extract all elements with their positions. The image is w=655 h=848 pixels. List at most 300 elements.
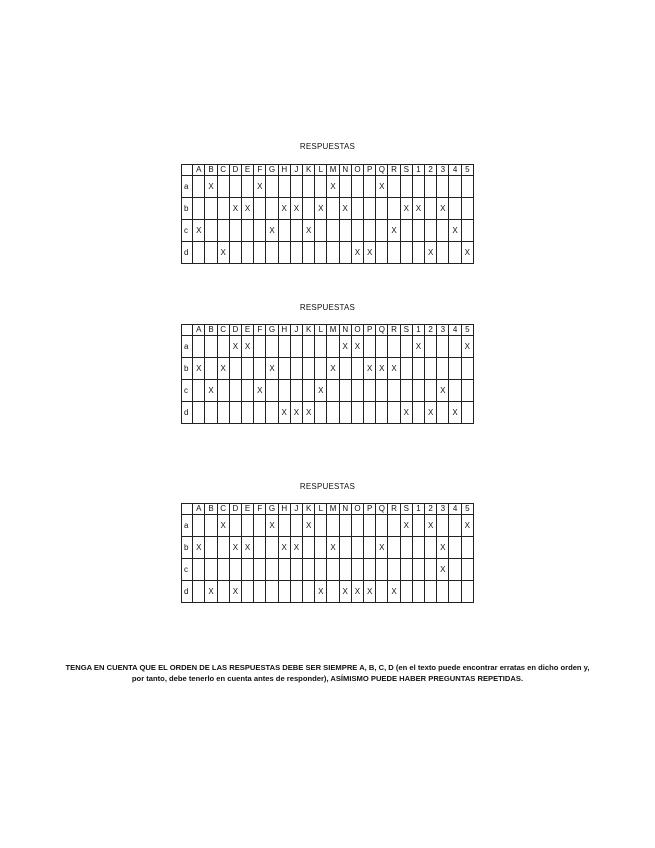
answer-table bbox=[181, 324, 474, 424]
answer-cell bbox=[242, 380, 254, 402]
answer-mark: X bbox=[339, 581, 351, 603]
answer-cell bbox=[315, 336, 327, 358]
answer-cell bbox=[461, 176, 473, 198]
answer-cell bbox=[242, 176, 254, 198]
column-header: M bbox=[327, 504, 339, 515]
answer-cell bbox=[339, 537, 351, 559]
answer-cell bbox=[339, 402, 351, 424]
answer-cell bbox=[412, 559, 424, 581]
answer-cell bbox=[461, 198, 473, 220]
answer-cell bbox=[351, 402, 363, 424]
answer-mark: X bbox=[327, 176, 339, 198]
column-header: O bbox=[351, 504, 363, 515]
column-header: C bbox=[217, 504, 229, 515]
column-header: C bbox=[217, 325, 229, 336]
answer-mark: X bbox=[327, 358, 339, 380]
answer-cell bbox=[266, 176, 278, 198]
answer-cell bbox=[205, 358, 217, 380]
answer-cell bbox=[339, 380, 351, 402]
answer-cell bbox=[278, 336, 290, 358]
answer-cell bbox=[388, 515, 400, 537]
answer-cell bbox=[278, 380, 290, 402]
answer-cell bbox=[315, 220, 327, 242]
column-header: F bbox=[254, 165, 266, 176]
column-header: H bbox=[278, 504, 290, 515]
answer-cell bbox=[242, 358, 254, 380]
answer-cell bbox=[278, 176, 290, 198]
answer-mark: X bbox=[327, 537, 339, 559]
answer-cell bbox=[315, 176, 327, 198]
answer-cell bbox=[437, 220, 449, 242]
answer-cell bbox=[254, 402, 266, 424]
answer-cell bbox=[229, 559, 241, 581]
answer-cell bbox=[278, 515, 290, 537]
answer-mark: X bbox=[254, 176, 266, 198]
answer-cell bbox=[217, 559, 229, 581]
answer-cell bbox=[400, 336, 412, 358]
answer-cell bbox=[205, 559, 217, 581]
answer-cell bbox=[217, 336, 229, 358]
answer-cell bbox=[315, 402, 327, 424]
answer-mark: X bbox=[229, 537, 241, 559]
answer-mark: X bbox=[315, 581, 327, 603]
answer-cell bbox=[193, 581, 205, 603]
answer-mark: X bbox=[376, 358, 388, 380]
answer-mark: X bbox=[400, 402, 412, 424]
answer-cell bbox=[217, 220, 229, 242]
answer-cell bbox=[254, 537, 266, 559]
answer-mark: X bbox=[351, 242, 363, 264]
answer-cell bbox=[461, 380, 473, 402]
column-header: O bbox=[351, 325, 363, 336]
answer-mark: X bbox=[193, 220, 205, 242]
answer-cell bbox=[254, 515, 266, 537]
answer-cell bbox=[400, 537, 412, 559]
answer-cell bbox=[327, 198, 339, 220]
column-header: A bbox=[193, 325, 205, 336]
answer-mark: X bbox=[229, 198, 241, 220]
answer-mark: X bbox=[437, 537, 449, 559]
answer-cell bbox=[449, 581, 461, 603]
answer-cell bbox=[400, 176, 412, 198]
answer-cell bbox=[351, 537, 363, 559]
answer-row bbox=[182, 380, 474, 402]
column-header: H bbox=[278, 325, 290, 336]
answer-cell bbox=[266, 242, 278, 264]
answer-cell bbox=[449, 358, 461, 380]
answer-cell bbox=[290, 559, 302, 581]
answer-cell bbox=[290, 358, 302, 380]
answer-table bbox=[181, 503, 474, 603]
answer-cell bbox=[364, 220, 376, 242]
answer-mark: X bbox=[425, 515, 437, 537]
column-header: 5 bbox=[461, 165, 473, 176]
answer-cell bbox=[461, 537, 473, 559]
answer-cell bbox=[437, 402, 449, 424]
answer-mark: X bbox=[388, 358, 400, 380]
answer-cell bbox=[388, 402, 400, 424]
answer-cell bbox=[327, 581, 339, 603]
column-header: S bbox=[400, 325, 412, 336]
answer-cell bbox=[290, 380, 302, 402]
answer-cell bbox=[327, 559, 339, 581]
answer-cell bbox=[290, 581, 302, 603]
answer-row bbox=[182, 358, 474, 380]
column-header: 1 bbox=[412, 504, 424, 515]
answer-cell bbox=[425, 220, 437, 242]
answer-cell bbox=[290, 242, 302, 264]
column-header: R bbox=[388, 504, 400, 515]
answer-cell bbox=[303, 176, 315, 198]
answer-cell bbox=[351, 380, 363, 402]
answer-mark: X bbox=[217, 515, 229, 537]
answer-cell bbox=[242, 559, 254, 581]
column-header: E bbox=[242, 504, 254, 515]
answer-mark: X bbox=[205, 176, 217, 198]
answer-cell bbox=[303, 198, 315, 220]
answer-table-title: RESPUESTAS bbox=[299, 303, 356, 312]
column-header: B bbox=[205, 504, 217, 515]
answer-cell bbox=[388, 176, 400, 198]
answer-cell bbox=[278, 220, 290, 242]
answer-cell bbox=[266, 559, 278, 581]
answer-cell bbox=[327, 336, 339, 358]
answer-cell bbox=[339, 220, 351, 242]
column-header: 2 bbox=[425, 165, 437, 176]
answer-row bbox=[182, 402, 474, 424]
answer-cell bbox=[303, 581, 315, 603]
row-label: c bbox=[182, 220, 193, 242]
answer-cell bbox=[193, 336, 205, 358]
answer-cell bbox=[278, 358, 290, 380]
answer-cell bbox=[351, 515, 363, 537]
column-header: F bbox=[254, 325, 266, 336]
answer-cell bbox=[254, 581, 266, 603]
column-header: Q bbox=[376, 325, 388, 336]
answer-cell bbox=[461, 402, 473, 424]
answer-mark: X bbox=[425, 242, 437, 264]
answer-cell bbox=[412, 242, 424, 264]
answer-cell bbox=[461, 358, 473, 380]
answer-cell bbox=[388, 242, 400, 264]
answer-cell bbox=[205, 515, 217, 537]
answer-mark: X bbox=[412, 336, 424, 358]
answer-mark: X bbox=[266, 515, 278, 537]
answer-row bbox=[182, 336, 474, 358]
answer-mark: X bbox=[376, 176, 388, 198]
answer-mark: X bbox=[351, 336, 363, 358]
column-header: 4 bbox=[449, 504, 461, 515]
answer-mark: X bbox=[376, 537, 388, 559]
answer-row bbox=[182, 559, 474, 581]
answer-mark: X bbox=[303, 220, 315, 242]
column-header: N bbox=[339, 325, 351, 336]
answer-cell bbox=[205, 198, 217, 220]
column-header: C bbox=[217, 165, 229, 176]
column-header: L bbox=[315, 504, 327, 515]
instructions-note: TENGA EN CUENTA QUE EL ORDEN DE LAS RESPUESTAS DEBE SER SIEMPRE A, B, C, D (en el texto puede encontrar erratas en dicho orden y, por tanto, debe tenerlo en cuenta antes de responder), ASÍMISMO PUEDE HABER PREGUNTAS REPETIDAS. bbox=[65, 663, 590, 683]
answer-cell bbox=[425, 380, 437, 402]
answer-cell bbox=[303, 336, 315, 358]
answer-cell bbox=[351, 358, 363, 380]
answer-cell bbox=[205, 537, 217, 559]
answer-mark: X bbox=[315, 380, 327, 402]
answer-cell bbox=[254, 358, 266, 380]
answer-cell bbox=[229, 358, 241, 380]
column-header: R bbox=[388, 165, 400, 176]
answer-row bbox=[182, 220, 474, 242]
column-header: K bbox=[303, 325, 315, 336]
answer-mark: X bbox=[229, 581, 241, 603]
answer-cell bbox=[351, 176, 363, 198]
answer-mark: X bbox=[437, 198, 449, 220]
answer-mark: X bbox=[205, 581, 217, 603]
answer-table-title: RESPUESTAS bbox=[299, 482, 356, 491]
answer-cell bbox=[400, 581, 412, 603]
row-label: b bbox=[182, 537, 193, 559]
answer-cell bbox=[461, 581, 473, 603]
answer-cell bbox=[339, 242, 351, 264]
answer-mark: X bbox=[193, 537, 205, 559]
column-header: K bbox=[303, 504, 315, 515]
answer-cell bbox=[327, 220, 339, 242]
answer-cell bbox=[315, 358, 327, 380]
column-header: 5 bbox=[461, 504, 473, 515]
column-header: G bbox=[266, 325, 278, 336]
row-label: c bbox=[182, 559, 193, 581]
answer-cell bbox=[364, 402, 376, 424]
column-header: D bbox=[229, 165, 241, 176]
answer-cell bbox=[364, 336, 376, 358]
answer-cell bbox=[303, 559, 315, 581]
answer-cell bbox=[278, 581, 290, 603]
answer-cell bbox=[364, 176, 376, 198]
answer-mark: X bbox=[461, 242, 473, 264]
column-header: R bbox=[388, 325, 400, 336]
answer-mark: X bbox=[193, 358, 205, 380]
column-header: 3 bbox=[437, 325, 449, 336]
answer-cell bbox=[193, 380, 205, 402]
answer-cell bbox=[388, 537, 400, 559]
answer-mark: X bbox=[303, 402, 315, 424]
answer-cell bbox=[315, 559, 327, 581]
column-header: 2 bbox=[425, 504, 437, 515]
answer-row bbox=[182, 176, 474, 198]
column-header: N bbox=[339, 504, 351, 515]
row-label: a bbox=[182, 176, 193, 198]
column-header: 4 bbox=[449, 325, 461, 336]
answer-cell bbox=[412, 220, 424, 242]
answer-cell bbox=[388, 198, 400, 220]
answer-cell bbox=[254, 242, 266, 264]
answer-mark: X bbox=[364, 358, 376, 380]
answer-cell bbox=[351, 198, 363, 220]
answer-mark: X bbox=[364, 242, 376, 264]
answer-mark: X bbox=[339, 336, 351, 358]
column-header bbox=[182, 504, 193, 515]
answer-mark: X bbox=[364, 581, 376, 603]
answer-cell bbox=[217, 537, 229, 559]
answer-cell bbox=[376, 242, 388, 264]
answer-mark: X bbox=[461, 336, 473, 358]
column-header: A bbox=[193, 504, 205, 515]
answer-cell bbox=[412, 515, 424, 537]
answer-cell bbox=[217, 380, 229, 402]
answer-cell bbox=[205, 336, 217, 358]
answer-mark: X bbox=[290, 537, 302, 559]
column-header: M bbox=[327, 325, 339, 336]
answer-cell bbox=[400, 358, 412, 380]
row-label: b bbox=[182, 198, 193, 220]
answer-cell bbox=[254, 336, 266, 358]
answer-mark: X bbox=[400, 198, 412, 220]
answer-cell bbox=[388, 559, 400, 581]
answer-mark: X bbox=[290, 402, 302, 424]
answer-cell bbox=[290, 336, 302, 358]
column-header: 4 bbox=[449, 165, 461, 176]
column-header bbox=[182, 325, 193, 336]
answer-table-title: RESPUESTAS bbox=[299, 142, 356, 151]
column-header: P bbox=[364, 504, 376, 515]
column-header: S bbox=[400, 165, 412, 176]
answer-mark: X bbox=[266, 358, 278, 380]
answer-cell bbox=[229, 242, 241, 264]
answer-cell bbox=[388, 380, 400, 402]
answer-mark: X bbox=[217, 358, 229, 380]
answer-cell bbox=[254, 198, 266, 220]
column-header: J bbox=[290, 165, 302, 176]
answer-mark: X bbox=[437, 559, 449, 581]
row-label: d bbox=[182, 402, 193, 424]
answer-mark: X bbox=[400, 515, 412, 537]
answer-cell bbox=[425, 336, 437, 358]
column-header: K bbox=[303, 165, 315, 176]
answer-cell bbox=[449, 198, 461, 220]
answer-mark: X bbox=[449, 402, 461, 424]
answer-cell bbox=[193, 559, 205, 581]
answer-cell bbox=[376, 515, 388, 537]
answer-cell bbox=[193, 402, 205, 424]
answer-mark: X bbox=[351, 581, 363, 603]
answer-row bbox=[182, 515, 474, 537]
answer-cell bbox=[205, 402, 217, 424]
answer-cell bbox=[290, 176, 302, 198]
answer-cell bbox=[437, 581, 449, 603]
answer-cell bbox=[437, 336, 449, 358]
answer-cell bbox=[242, 515, 254, 537]
answer-cell bbox=[205, 220, 217, 242]
answer-cell bbox=[242, 581, 254, 603]
answer-cell bbox=[412, 380, 424, 402]
column-header: 3 bbox=[437, 504, 449, 515]
answer-cell bbox=[266, 336, 278, 358]
column-header: 3 bbox=[437, 165, 449, 176]
answer-cell bbox=[364, 537, 376, 559]
answer-cell bbox=[327, 402, 339, 424]
answer-cell bbox=[229, 515, 241, 537]
answer-cell bbox=[425, 537, 437, 559]
answer-cell bbox=[242, 220, 254, 242]
answer-cell bbox=[425, 176, 437, 198]
answer-cell bbox=[242, 402, 254, 424]
answer-cell bbox=[278, 242, 290, 264]
answer-cell bbox=[303, 242, 315, 264]
answer-cell bbox=[376, 220, 388, 242]
answer-cell bbox=[266, 537, 278, 559]
column-header: 1 bbox=[412, 165, 424, 176]
answer-cell bbox=[437, 176, 449, 198]
answer-cell bbox=[229, 402, 241, 424]
answer-cell bbox=[351, 559, 363, 581]
column-header: H bbox=[278, 165, 290, 176]
answer-cell bbox=[376, 559, 388, 581]
answer-mark: X bbox=[388, 581, 400, 603]
answer-cell bbox=[425, 198, 437, 220]
column-header: P bbox=[364, 325, 376, 336]
answer-cell bbox=[217, 581, 229, 603]
answer-mark: X bbox=[242, 336, 254, 358]
answer-cell bbox=[290, 515, 302, 537]
column-header: D bbox=[229, 325, 241, 336]
column-header: D bbox=[229, 504, 241, 515]
answer-row bbox=[182, 581, 474, 603]
answer-cell bbox=[315, 242, 327, 264]
answer-cell bbox=[229, 176, 241, 198]
answer-cell bbox=[229, 380, 241, 402]
answer-mark: X bbox=[266, 220, 278, 242]
answer-cell bbox=[193, 515, 205, 537]
row-label: a bbox=[182, 515, 193, 537]
answer-mark: X bbox=[303, 515, 315, 537]
answer-row bbox=[182, 537, 474, 559]
column-header: G bbox=[266, 165, 278, 176]
answer-cell bbox=[364, 198, 376, 220]
answer-cell bbox=[242, 242, 254, 264]
answer-cell bbox=[412, 537, 424, 559]
answer-cell bbox=[376, 336, 388, 358]
header-row bbox=[182, 165, 474, 176]
answer-cell bbox=[217, 198, 229, 220]
answer-cell bbox=[303, 380, 315, 402]
answer-cell bbox=[339, 515, 351, 537]
answer-mark: X bbox=[449, 220, 461, 242]
answer-cell bbox=[437, 242, 449, 264]
column-header: F bbox=[254, 504, 266, 515]
column-header: 2 bbox=[425, 325, 437, 336]
column-header: E bbox=[242, 165, 254, 176]
column-header: A bbox=[193, 165, 205, 176]
answer-cell bbox=[339, 559, 351, 581]
answer-cell bbox=[449, 242, 461, 264]
answer-cell bbox=[278, 559, 290, 581]
answer-cell bbox=[193, 242, 205, 264]
answer-cell bbox=[339, 358, 351, 380]
row-label: d bbox=[182, 242, 193, 264]
column-header: B bbox=[205, 165, 217, 176]
answer-table bbox=[181, 164, 474, 264]
answer-mark: X bbox=[217, 242, 229, 264]
answer-mark: X bbox=[205, 380, 217, 402]
answer-cell bbox=[388, 336, 400, 358]
answer-cell bbox=[193, 176, 205, 198]
answer-mark: X bbox=[229, 336, 241, 358]
column-header: Q bbox=[376, 504, 388, 515]
row-label: d bbox=[182, 581, 193, 603]
answer-cell bbox=[400, 559, 412, 581]
answer-cell bbox=[290, 220, 302, 242]
answer-cell bbox=[339, 176, 351, 198]
answer-cell bbox=[303, 537, 315, 559]
